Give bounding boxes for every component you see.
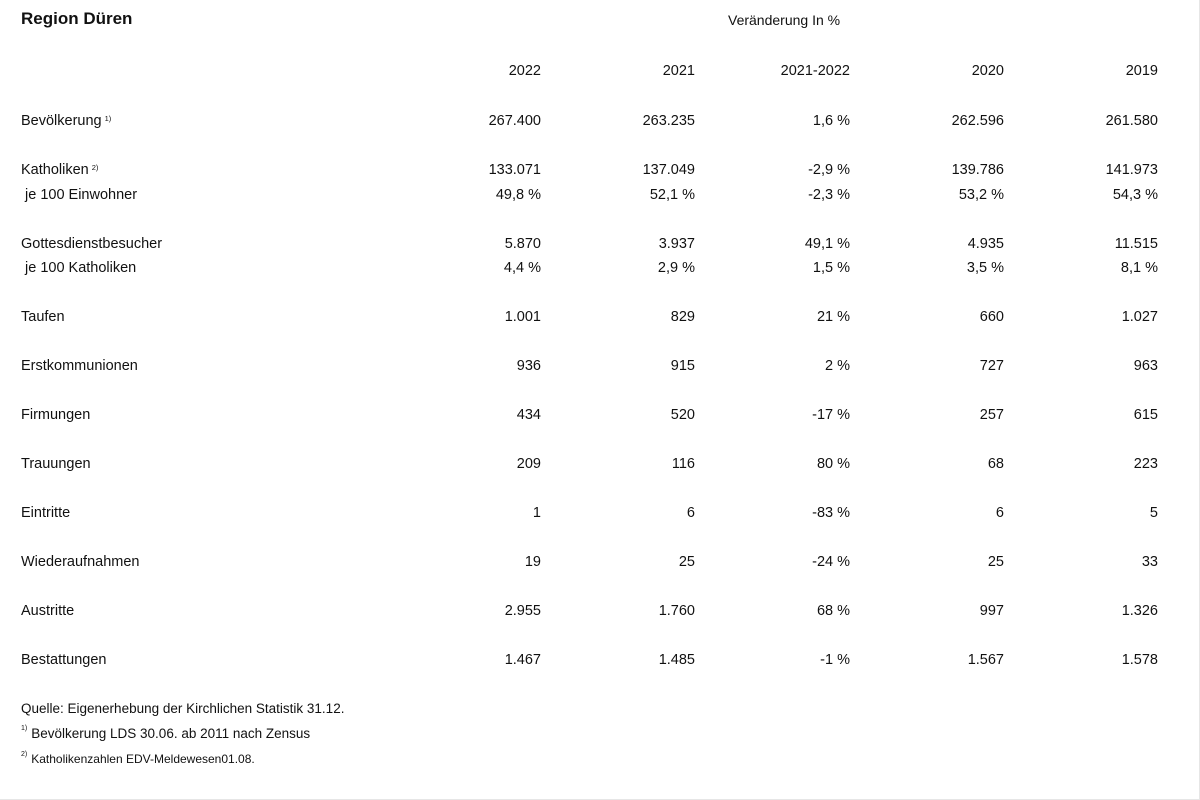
table-cell: 1.485 <box>658 652 695 668</box>
table-cell: 262.596 <box>951 113 1004 129</box>
table-cell: 936 <box>516 358 541 374</box>
footnote-1 <box>21 726 310 741</box>
table-cell: 52,1 % <box>649 187 695 203</box>
row-label: Firmungen <box>21 407 91 423</box>
page-title: Region Düren <box>21 9 133 28</box>
table-cell: 33 <box>1141 554 1158 570</box>
table-cell: 11.515 <box>1114 236 1158 252</box>
table-cell: 1 <box>532 505 541 521</box>
table-cell: -2,3 % <box>808 187 850 203</box>
table-cell: 263.235 <box>642 113 695 129</box>
row-label: je 100 Katholiken <box>25 260 137 276</box>
row-label: Wiederaufnahmen <box>21 554 140 570</box>
table-cell: 727 <box>979 358 1004 374</box>
table-cell: 19 <box>524 554 541 570</box>
table-cell: 4,4 % <box>503 260 541 276</box>
row-label: Taufen <box>21 309 65 325</box>
table-cell: 1.467 <box>504 652 541 668</box>
row-label: je 100 Einwohner <box>25 187 138 203</box>
table-cell: 49,1 % <box>804 236 850 252</box>
column-header-row <box>0 62 1200 80</box>
footnote-2 <box>21 752 255 766</box>
table-cell: 1.760 <box>658 603 695 619</box>
table-cell: 68 % <box>816 603 850 619</box>
column-header-2020: 2020 <box>971 63 1004 79</box>
footnote-mark: 1) <box>104 114 112 123</box>
table-row <box>0 357 1200 375</box>
table-cell: 1.027 <box>1121 309 1158 325</box>
table-cell: 6 <box>995 505 1004 521</box>
table-cell: 829 <box>670 309 695 325</box>
table-row <box>0 602 1200 620</box>
table-cell: -1 % <box>820 652 850 668</box>
table-cell: 261.580 <box>1105 113 1158 129</box>
table-cell: 2 % <box>825 358 850 374</box>
table-cell: 963 <box>1133 358 1158 374</box>
table-cell: 1.001 <box>504 309 541 325</box>
table-cell: -24 % <box>812 554 850 570</box>
table-cell: 49,8 % <box>495 187 541 203</box>
table-row <box>0 259 1200 277</box>
table-cell: 997 <box>979 603 1004 619</box>
table-row <box>0 308 1200 326</box>
table-cell: 54,3 % <box>1112 187 1158 203</box>
table-cell: 915 <box>670 358 695 374</box>
table-row <box>0 235 1200 253</box>
row-label: Trauungen <box>21 456 91 472</box>
table-cell: 257 <box>979 407 1004 423</box>
table-cell: 21 % <box>816 309 850 325</box>
source-note: Quelle: Eigenerhebung der Kirchlichen Statistik 31.12. <box>21 701 345 716</box>
footnote-2-text: Katholikenzahlen EDV-Meldewesen01.08. <box>31 752 255 766</box>
table-cell: 4.935 <box>967 236 1004 252</box>
table-cell: 6 <box>686 505 695 521</box>
table-row <box>0 112 1200 130</box>
table-cell: 139.786 <box>951 162 1004 178</box>
table-cell: -17 % <box>812 407 850 423</box>
table-cell: 267.400 <box>488 113 541 129</box>
table-row <box>0 651 1200 669</box>
table-cell: 615 <box>1133 407 1158 423</box>
table-cell: 223 <box>1133 456 1158 472</box>
table-cell: 1.567 <box>967 652 1004 668</box>
table-cell: 2,9 % <box>657 260 695 276</box>
table-row <box>0 161 1200 179</box>
table-row <box>0 406 1200 424</box>
row-label: Erstkommunionen <box>21 358 138 374</box>
table-cell: -2,9 % <box>808 162 850 178</box>
column-header-2019: 2019 <box>1125 63 1158 79</box>
table-cell: 1.326 <box>1121 603 1158 619</box>
table-row <box>0 504 1200 522</box>
row-label: Bestattungen <box>21 652 107 668</box>
table-cell: 434 <box>516 407 541 423</box>
table-cell: 68 <box>987 456 1004 472</box>
row-label: Austritte <box>21 603 75 619</box>
table-cell: 5.870 <box>504 236 541 252</box>
table-cell: 116 <box>671 456 695 472</box>
table-row <box>0 186 1200 204</box>
table-cell: 520 <box>670 407 695 423</box>
table-cell: 137.049 <box>642 162 695 178</box>
table-cell: 141.973 <box>1105 162 1158 178</box>
row-label: Eintritte <box>21 505 71 521</box>
table-cell: 25 <box>987 554 1004 570</box>
table-cell: 1,5 % <box>812 260 850 276</box>
column-header-2021: 2021 <box>662 63 695 79</box>
change-caption: Veränderung In % <box>728 12 841 28</box>
column-header-change: 2021-2022 <box>780 63 850 79</box>
table-cell: 3,5 % <box>966 260 1004 276</box>
column-header-2022: 2022 <box>508 63 541 79</box>
table-cell: -83 % <box>812 505 850 521</box>
footnote-1-mark: 1) <box>21 725 28 732</box>
table-cell: 3.937 <box>658 236 695 252</box>
table-cell: 209 <box>516 456 541 472</box>
table-row <box>0 455 1200 473</box>
footnote-mark: 2) <box>91 163 99 172</box>
table-cell: 1.578 <box>1121 652 1158 668</box>
footnote-2-mark: 2) <box>21 751 28 758</box>
table-cell: 8,1 % <box>1120 260 1158 276</box>
table-cell: 2.955 <box>504 603 541 619</box>
table-cell: 1,6 % <box>812 113 850 129</box>
table-cell: 80 % <box>816 456 850 472</box>
table-cell: 133.071 <box>488 162 541 178</box>
row-label: Bevölkerung $^{1)}$ <box>21 113 112 129</box>
row-label: Gottesdienstbesucher <box>21 236 163 252</box>
footnote-1-text: Bevölkerung LDS 30.06. ab 2011 nach Zensus <box>31 726 311 741</box>
row-label: Katholiken $^{2)}$ <box>21 162 99 178</box>
table-cell: 5 <box>1149 505 1158 521</box>
table-row <box>0 553 1200 571</box>
table-cell: 25 <box>678 554 695 570</box>
table-cell: 660 <box>979 309 1004 325</box>
table-cell: 53,2 % <box>958 187 1004 203</box>
